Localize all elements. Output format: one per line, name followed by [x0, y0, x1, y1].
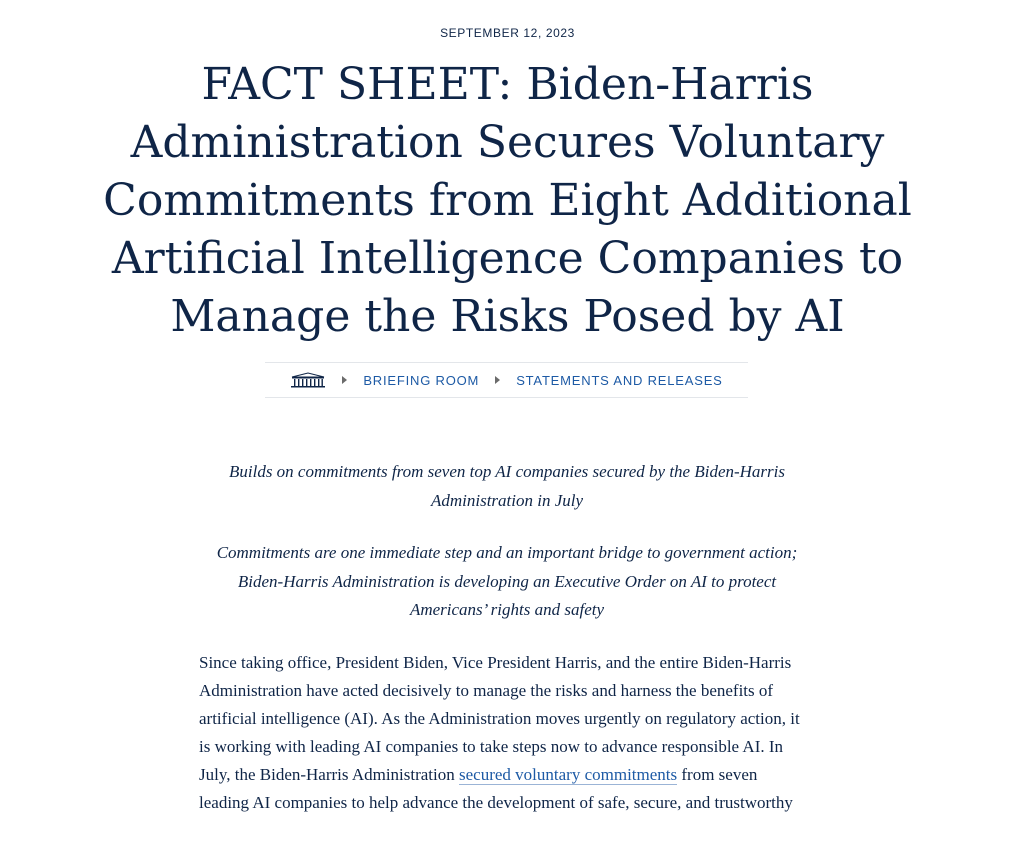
subhead: Builds on commitments from seven top AI companies secured by the Biden-Harris Administration in July [228, 462, 786, 510]
breadcrumb-briefing-room[interactable]: BRIEFING ROOM [363, 372, 480, 388]
breadcrumb-statements-and-releases[interactable]: STATEMENTS AND RELEASES [516, 372, 723, 388]
article-subheads [200, 458, 814, 649]
subhead: Commitments are one immediate step and an important bridge to government action; Biden-Harris Administration is developing an Executive Order on AI to protect Americans’ rights and safety [216, 543, 798, 619]
secured-voluntary-commitments-link[interactable]: secured voluntary commitments [459, 765, 678, 784]
chevron-right-icon [495, 376, 500, 384]
white-house-icon[interactable] [290, 372, 326, 388]
body-text-after-link: from seven leading AI companies to help advance the development of safe, secure, and trustworthy [199, 765, 793, 812]
article-body-paragraph [199, 649, 811, 817]
body-text-before-link: Since taking office, President Biden, Vice President Harris, and the entire Biden-Harris Administration have acted decisively to manage the risks and harness the benefits of artificial intelligence (AI). As the Administration moves urgently on regulatory action, it is working with leading AI companies to take steps now to advance responsible AI. In July, the Biden-Harris Administration [199, 653, 800, 784]
article-title: FACT SHEET: Biden-Harris Administration Secures Voluntary Commitments from Eight Additional Artificial Intelligence Companies to Manage the Risks Posed by AI [103, 59, 912, 342]
article-date: SEPTEMBER 12, 2023 [440, 26, 575, 40]
chevron-right-icon [342, 376, 347, 384]
breadcrumb [265, 362, 748, 398]
